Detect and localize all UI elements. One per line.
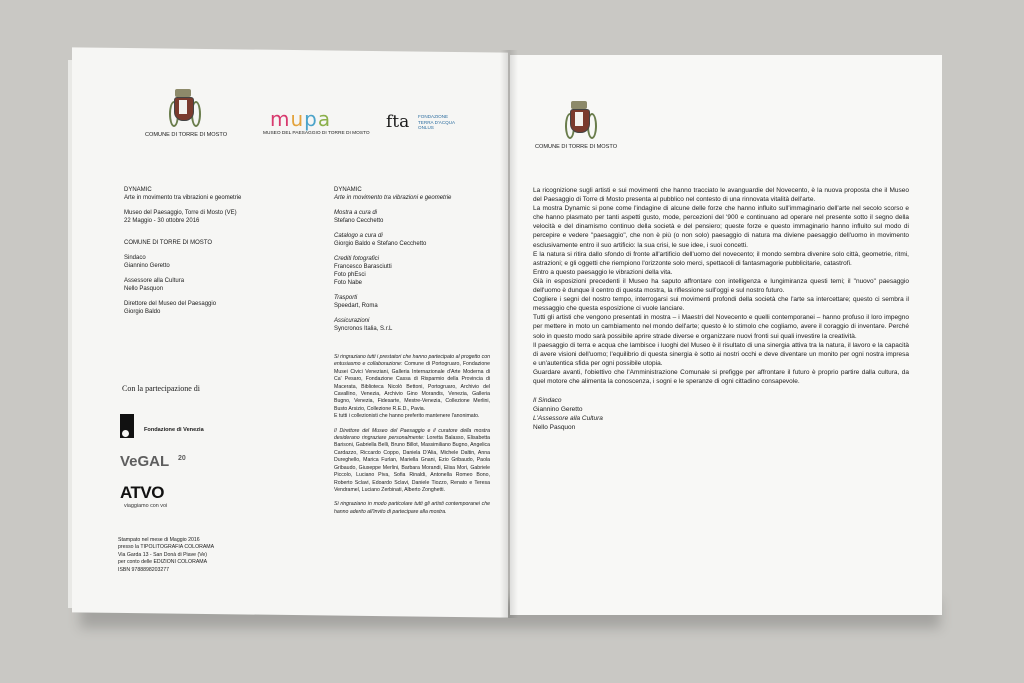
sindaco-name: Giannino Geretto [124,263,170,269]
dates: 22 Maggio - 30 ottobre 2016 [124,218,200,224]
vegal-logo: VeGAL [120,453,170,470]
paragraph: La mostra Dynamic si pone come l'indagine di alcune delle forze che hanno influito sull'immaginario dell'arte nel secolo scorso e che hanno plasmato per tanti aspetti gusto, mode, percezioni del '900 e continuano ad operare nel presente sotto il segno della velocità e del dinamismo continuo della società e del pensiero; queste forze e questo immaginario hanno influito sul modo di percepire e vedere "paesaggio", che non è più (o non solo) paesaggio di natura ma diviene paesaggio dell'uomo in movimento esclusivamente entro il suo artificio: la sua crisi, le sue idee, i suoi concetti. [533,205,909,249]
comune-label: COMUNE DI TORRE DI MOSTO [145,132,228,138]
signature-name: Giannino Geretto [533,406,583,414]
ringraziamenti [334,354,490,516]
colophon-line: presso la TIPOLITOGRAFIA COLORAMA [118,544,215,551]
signature-role: L'Assessore alla Cultura [533,415,603,423]
ringraziamenti-intro: Si ringraziano tutti i prestatori che hanno partecipato al progetto con entusiasmo e collaborazione: [334,354,490,368]
colophon [118,537,278,574]
title: DYNAMIC [124,187,152,193]
atvo-logo: ATVO [120,483,164,502]
mupa-subtitle: MUSEO DEL PAESAGGIO DI TORRE DI MOSTO [263,131,370,136]
comune-heading: COMUNE DI TORRE DI MOSTO [124,240,213,246]
fondazione-venezia-mark [122,430,129,437]
paragraph: E la natura si ritira dallo sfondo di fronte all'artificio dell'uomo del novecento; il mondo sembra divenire solo città, geometrie, ritmi, astrazioni; e gli oggetti che riempiono l'orizzonte solo merci, spettacoli di fantasmagorie pubblicitarie, catastrofi. [533,250,909,267]
comune-label: COMUNE DI TORRE DI MOSTO [535,144,618,150]
paragraph: Già in esposizioni precedenti il Museo ha saputo affrontare con intelligenza e lungimiranza questi temi; il "nuovo" paesaggio dell'uomo è dunque il centro di questa mostra, la riflessione sull'oggi e sul nostro futuro. [533,277,909,295]
colophon-line: Stampato nel mese di Maggio 2016 [118,537,200,543]
paragraph: Entro a questo paesaggio le vibrazioni della vita. [533,268,673,276]
paragraph: La ricognizione sugli artisti e sui movimenti che hanno tracciato le avanguardie del Novecento, è la nuova proposta che il Museo del Paesaggio di Torre di Mosto presenta al pubblico nel contesto di una rinnovata vitalità dell'arte. [533,187,909,204]
subtitle: Arte in movimento tra vibrazioni e geometrie [334,195,452,201]
partecipazione-label: Con la partecipazione di [122,384,200,393]
ringraziamenti-3: Si ringraziano in modo particolare tutti gli artisti contemporanei che hanno aderito all'invito di partecipare alla mostra. [334,501,490,515]
fta-text: FONDAZIONE TERRA D'ACQUA ONLUS [418,114,456,131]
paragraph: Tutti gli artisti che vengono presentati in mostra – i Maestri del Novecento e quelli contemporanei – hanno profuso il loro impegno per mettere in moto un cambiamento nel mondo dell'arte; questo è lo stimolo che cogliamo, avere il coraggio di inventare. Perché solo in questo modo sarà possibile aprire strade diverse e organizzare nuovi fronti sui quali investire la creatività. [533,314,909,340]
crediti-value: Foto phEsci [334,272,366,278]
crediti-value: Foto Nabe [334,280,363,286]
colophon-line: per conto delle EDIZIONI COLORAMA [118,559,208,566]
assessore-role: Assessore alla Cultura [124,278,185,284]
signature-name: Nello Pasquon [533,424,576,432]
crediti-value: Francesco Barasciutti [334,264,392,270]
book-gutter [500,50,518,618]
letter-body [533,186,909,432]
ringraziamenti-2-intro: Il Direttore del Museo del Paesaggio e il curatore della mostra desiderano ringraziare personalmente: [334,427,490,442]
mostra-value: Stefano Cecchetto [334,218,384,224]
colophon-line: Via Garda 13 - San Donà di Piave (Ve) [118,551,208,558]
comune-crest-icon [564,99,594,139]
catalogo-value: Giorgio Baldo e Stefano Cecchetto [334,241,427,247]
left-column-2 [334,186,494,333]
venue: Museo del Paesaggio, Torre di Mosto (VE) [124,210,237,216]
left-column-1 [124,186,284,316]
sindaco-role: Sindaco [124,255,146,261]
direttore-name: Giorgio Baldo [124,309,161,315]
assessore-name: Nello Pasquon [124,286,164,292]
paragraph: Cogliere i segni del nostro tempo, interrogarsi sui movimenti profondi della società che l'arte sa intercettare; questo ci sembra il messaggio che questa esposizione ci vuole lanciare. [533,296,909,313]
fondazione-venezia-text: Fondazione di Venezia [144,427,204,433]
mupa-logo: mupa [270,107,332,131]
comune-crest-icon [168,87,198,127]
catalogo-label: Catalogo a cura di [334,233,383,239]
ringraziamenti-anonimi: E tutti i collezionisti che hanno preferito mantenere l'anonimato. [334,413,480,420]
atvo-tagline: viaggiamo con voi [124,503,168,509]
colophon-line: ISBN 9788898203277 [118,566,170,573]
trasporti-label: Trasporti [334,295,358,301]
crediti-label: Crediti fotografici [334,256,380,262]
signature-role: Il Sindaco [533,397,562,405]
ringraziamenti-list: Comune di Portogruaro, Fondazione Musei Civici Veneziani, Galleria Internazionale d'Arte Moderna di Ca' Pesaro, Fondazione Cassa di Risparmio della Provincia di Macerata, Biblioteca Nicolò Bettoni, Portogruaro, Archivio del Cavallino, Venezia, Archivio Gino Morandis, Venezia, Galleria Bugno, Venezia, Fidesarte, Mestre-Venezia, Collezione Merlini, Busto Arsizio, Collezione R.E.D., Pavia. [334,361,490,412]
title: DYNAMIC [334,187,362,193]
direttore-role: Direttore del Museo del Paesaggio [124,301,217,307]
fta-logo: fta [386,112,410,132]
assicurazioni-label: Assicurazioni [334,318,370,324]
subtitle: Arte in movimento tra vibrazioni e geometrie [124,195,242,201]
trasporti-value: Speedart, Roma [334,303,378,309]
mostra-label: Mostra a cura di [334,210,378,216]
vegal-number: 20 [178,455,186,462]
paragraph: Guardare avanti, l'obiettivo che l'Amministrazione Comunale si prefigge per affrontare il futuro è proprio partire dalla cultura, da quel motore che alimenta la conoscenza, i sogni e le speranze di ogni cittadino consapevole. [533,368,909,385]
ringraziamenti-2-list: Loretta Balasso, Elisabetta Barisoni, Gabriella Belli, Bruno Billot, Massimiliano Bugno, Angelica Cardazzo, Riccardo Coppo, Daniela D'Alia, Michele Daltin, Anna Dureghello, Marica Furlan, Mariella Gnani, Ezio Gribaudo, Paola Gribaudo, Giuseppe Merlini, Barbara Morandi, Elisa Mori, Gabriele Piccolo, Luciano Piva, Sofia Rinaldi, Antonella Romeo Bono, Roberto Sclavi, Edoardo Sclavi, Daniele Tiozzo, Renato e Teresa Vendramel, Luciano Zerbinati, Alberto Zonghetti. [334,435,490,493]
assicurazioni-value: Syncronos Italia, S.r.L [334,326,393,332]
paragraph: Il paesaggio di terra e acqua che lambisce i luoghi del Museo è il risultato di una sinergia attiva tra la natura, il lavoro e la capacità di avere visioni dell'uomo; l'equilibrio di questa sinergia è sotto ai nostri occhi e deve diventare un monito per ogni nostra impresa e un'autentica sfida per ogni possibile utopia. [533,341,909,367]
